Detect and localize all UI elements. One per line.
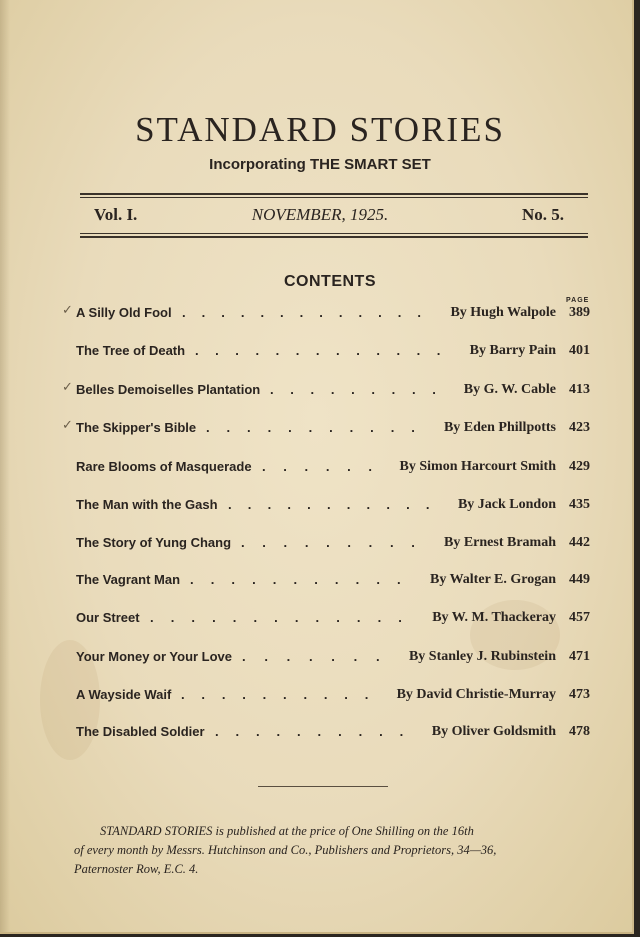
- contents-entry: [76, 420, 590, 442]
- pencil-tick-icon: ✓: [62, 418, 73, 433]
- entry-title: The Disabled Soldier: [76, 724, 205, 739]
- entry-page: 401: [569, 343, 590, 358]
- contents-entry: [76, 610, 590, 632]
- notice-line-1: STANDARD STORIES is published at the price of One Shilling on the 16th: [100, 824, 474, 838]
- entry-title: Rare Blooms of Masquerade: [76, 459, 252, 474]
- entry-title: The Vagrant Man: [76, 572, 181, 587]
- entry-page: 423: [569, 420, 590, 435]
- entry-page: 435: [569, 497, 590, 512]
- entry-title: Your Money or Your Love: [76, 649, 233, 664]
- divider: [258, 786, 388, 787]
- pencil-tick-icon: ✓: [62, 380, 73, 395]
- entry-page: 413: [569, 382, 590, 397]
- leader-dots: ...........: [206, 420, 432, 435]
- issue-number: No. 5.: [522, 205, 565, 224]
- magazine-title: STANDARD STORIES: [135, 110, 505, 149]
- entry-author: By Walter E. Grogan: [429, 572, 556, 587]
- entry-author: By Oliver Goldsmith: [431, 724, 556, 739]
- contents-entry: [76, 572, 590, 594]
- entry-title: The Story of Yung Chang: [76, 535, 232, 550]
- leader-dots: ...........: [190, 572, 418, 587]
- contents-entry: [76, 724, 590, 746]
- pencil-tick-icon: ✓: [62, 303, 73, 318]
- contents-heading: CONTENTS: [284, 273, 376, 290]
- entry-page: 478: [569, 724, 590, 739]
- entry-title: A Wayside Waif: [76, 687, 172, 702]
- entry-author: By Simon Harcourt Smith: [399, 459, 556, 474]
- leader-dots: .........: [241, 535, 433, 550]
- top-rule-thin: [80, 197, 588, 198]
- entry-author: By Jack London: [457, 497, 556, 512]
- entry-page: 473: [569, 687, 590, 702]
- volume-label: Vol. I.: [94, 205, 138, 224]
- entry-title: The Skipper's Bible: [76, 420, 197, 435]
- entry-author: By Hugh Walpole: [450, 305, 556, 320]
- issue-date: NOVEMBER, 1925.: [251, 205, 389, 224]
- entry-author: By G. W. Cable: [463, 382, 556, 397]
- bottom-rule-thin: [80, 233, 588, 234]
- bottom-rule: [80, 236, 588, 238]
- leader-dots: ..........: [215, 724, 421, 739]
- entry-page: 449: [569, 572, 590, 587]
- entry-author: By Eden Phillpotts: [443, 420, 556, 435]
- leader-dots: .............: [150, 610, 419, 625]
- contents-entry: [76, 459, 590, 481]
- contents-entry: [76, 535, 590, 557]
- contents-entry: [76, 382, 590, 404]
- notice-line-2: of every month by Messrs. Hutchinson and Co., Publishers and Proprietors, 34—36,: [74, 843, 497, 857]
- entry-title: Our Street: [76, 610, 140, 625]
- leader-dots: ..........: [181, 687, 386, 702]
- leader-dots: ...........: [228, 497, 446, 512]
- notice-line-3: Paternoster Row, E.C. 4.: [74, 862, 199, 876]
- contents-entry: [76, 343, 590, 365]
- entry-page: 457: [569, 610, 590, 625]
- entry-page: 429: [569, 459, 590, 474]
- entry-title: The Man with the Gash: [76, 497, 218, 512]
- leader-dots: ......: [262, 459, 390, 474]
- entry-title: A Silly Old Fool: [76, 305, 172, 320]
- entry-author: By Stanley J. Rubinstein: [408, 649, 556, 664]
- entry-author: By Barry Pain: [469, 343, 556, 358]
- publication-notice: [74, 822, 590, 879]
- contents-entry: [76, 497, 590, 519]
- contents-entry: [76, 687, 590, 709]
- entry-page: 442: [569, 535, 590, 550]
- page-column-label: PAGE: [566, 297, 590, 304]
- top-rule: [80, 193, 588, 195]
- entry-page: 471: [569, 649, 590, 664]
- entry-page: 389: [569, 305, 590, 320]
- entry-author: By Ernest Bramah: [444, 535, 556, 550]
- leader-dots: .............: [182, 305, 437, 320]
- leader-dots: .............: [195, 343, 457, 358]
- contents-entry: [76, 305, 590, 327]
- entry-title: The Tree of Death: [76, 343, 186, 358]
- entry-author: By David Christie-Murray: [396, 687, 556, 702]
- entry-author: By W. M. Thackeray: [432, 610, 556, 625]
- leader-dots: .........: [270, 382, 453, 397]
- entry-title: Belles Demoiselles Plantation: [76, 382, 261, 397]
- magazine-subtitle: Incorporating THE SMART SET: [209, 156, 431, 173]
- contents-entry: [76, 649, 590, 671]
- leader-dots: .......: [242, 649, 399, 664]
